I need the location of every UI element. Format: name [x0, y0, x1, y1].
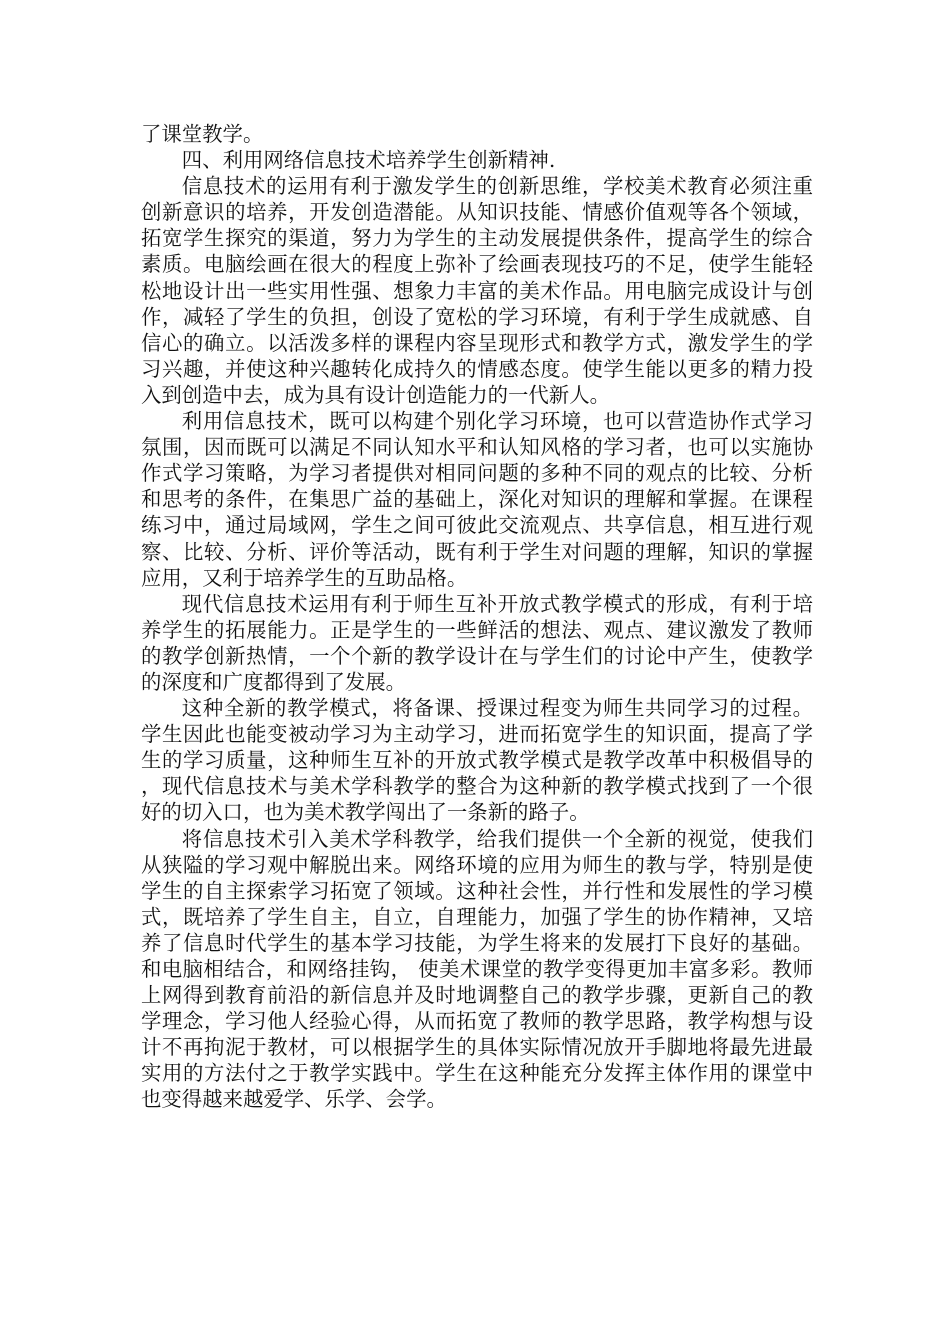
paragraph: 将信息技术引入美术学科教学，给我们提供一个全新的视觉，使我们从狭隘的学习观中解脱出来。网络环境的应用为师生的教与学，特别是使学生的自主探索学习拓宽了领域。这种社会性，并行性和发展性的学习模式，既培养了学生自主，自立，自理能力，加强了学生的协作精神，又培养了信息时代学生的基本学习技能，为学生将来的发展打下良好的基础。和电脑相结合，和网络挂钩， 使美术课堂的教学变得更加丰富多彩。教师上网得到教育前沿的新信息并及时地调整自己的教学步骤，更新自己的教学理念，学习他人经验心得，从而拓宽了教师的教学思路，教学构想与设计不再拘泥于教材，可以根据学生的具体实际情况放开手脚地将最先进最实用的方法付之于教学实践中。学生在这种能充分发挥主体作用的课堂中也变得越来越爱学、乐学、会学。: [141, 826, 813, 1112]
section-heading: 四、利用网络信息技术培养学生创新精神.: [181, 148, 556, 173]
paragraph-continuation: 了课堂教学。: [141, 122, 264, 146]
document-body: [141, 121, 813, 1113]
paragraph: 这种全新的教学模式，将备课、授课过程变为师生共同学习的过程。学生因此也能变被动学习为主动学习，进而拓宽学生的知识面，提高了学生的学习质量，这种师生互补的开放式教学模式是教学改革中积极倡导的，现代信息技术与美术学科教学的整合为这种新的教学模式找到了一个很好的切入口，也为美术教学闯出了一条新的路子。: [141, 696, 813, 825]
paragraph: 现代信息技术运用有利于师生互补开放式教学模式的形成，有利于培养学生的拓展能力。正是学生的一些鲜活的想法、观点、建议激发了教师的教学创新热情，一个个新的教学设计在与学生们的讨论中产生，使教学的深度和广度都得到了发展。: [141, 591, 813, 694]
paragraph: 信息技术的运用有利于激发学生的创新思维，学校美术教育必须注重创新意识的培养，开发创造潜能。从知识技能、情感价值观等各个领域，拓宽学生探究的渠道，努力为学生的主动发展提供条件，提高学生的综合素质。电脑绘画在很大的程度上弥补了绘画表现技巧的不足，使学生能轻松地设计出一些实用性强、想象力丰富的美术作品。用电脑完成设计与创作，减轻了学生的负担，创设了宽松的学习环境，有利于学生成就感、自信心的确立。以活泼多样的课程内容呈现形式和教学方式，激发学生的学习兴趣，并使这种兴趣转化成持久的情感态度。使学生能以更多的精力投入到创造中去，成为具有设计创造能力的一代新人。: [141, 174, 813, 407]
paragraph: 利用信息技术，既可以构建个别化学习环境，也可以营造协作式学习氛围，因而既可以满足不同认知水平和认知风格的学习者，也可以实施协作式学习策略，为学习者提供对相同问题的多种不同的观点的比较、分析和思考的条件，在集思广益的基础上，深化对知识的理解和掌握。在课程练习中，通过局域网，学生之间可彼此交流观点、共享信息，相互进行观察、比较、分析、评价等活动，既有利于学生对问题的理解，知识的掌握应用，又利于培养学生的互助品格。: [141, 409, 813, 590]
